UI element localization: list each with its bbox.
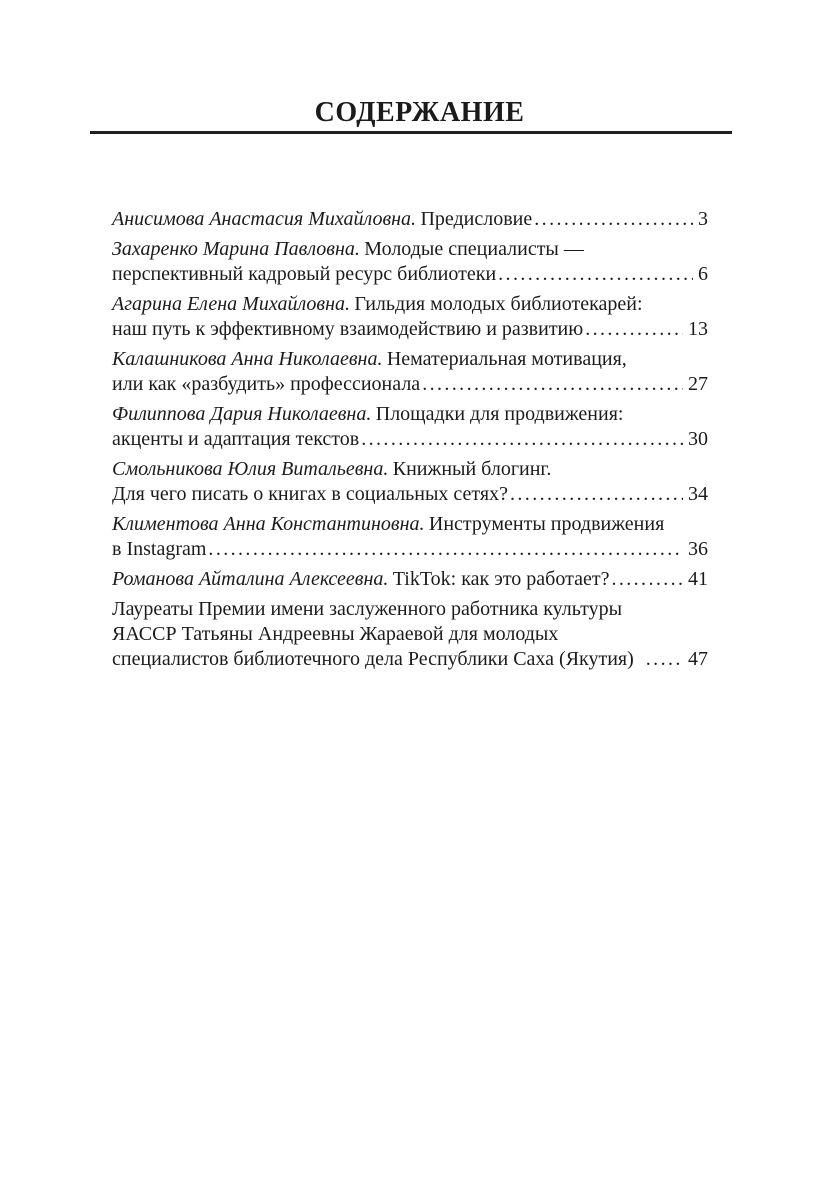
toc-entry (112, 237, 708, 287)
toc-entry (112, 347, 708, 397)
toc-entry (112, 597, 708, 672)
toc-entry-title: ЯАССР Татьяны Андреевны Жараевой для молодых (112, 623, 559, 645)
toc-entry-page-number: 41 (688, 568, 708, 590)
toc-entry-title: Гильдия молодых библиотекарей: (354, 293, 643, 315)
toc-entry (112, 567, 708, 592)
toc-entry (112, 207, 708, 232)
toc-entry-line (112, 207, 708, 232)
toc-entry-author: Смольникова Юлия Витальевна. (112, 458, 389, 480)
dot-leader (422, 372, 683, 397)
toc-entry-line (112, 237, 708, 262)
toc-entry-page-number: 47 (688, 648, 708, 670)
toc-entry-page-number: 30 (688, 428, 708, 450)
toc-entry-author: Анисимова Анастасия Михайловна. (112, 208, 417, 230)
toc-entry-line (112, 262, 708, 287)
toc-entry-line (112, 317, 708, 342)
toc-entry-line (112, 347, 708, 372)
dot-leader (361, 427, 683, 452)
toc-entry (112, 512, 708, 562)
toc-entry-line (112, 597, 708, 622)
toc-entry-title: или как «разбудить» профессионала (112, 373, 421, 395)
toc-entry-title: Нематериальная мотивация, (386, 348, 627, 370)
toc-entry (112, 402, 708, 452)
toc-entry-line (112, 622, 708, 647)
toc-entry-title: в Instagram (112, 538, 207, 560)
toc-entry-page-number: 36 (688, 538, 708, 560)
toc-entry-title: наш путь к эффективному взаимодействию и развитию (112, 318, 584, 340)
toc-entry-title: TikTok: как это работает? (392, 568, 610, 590)
dot-leader (646, 647, 683, 672)
toc-entry-line (112, 537, 708, 562)
toc-entry-title: Книжный блогинг. (392, 458, 552, 480)
dot-leader (208, 537, 683, 562)
dot-leader (534, 207, 693, 232)
toc-entry-line (112, 402, 708, 427)
toc-entry-title: Предисловие (420, 208, 533, 230)
toc-entry-author: Климентова Анна Константиновна. (112, 513, 425, 535)
table-of-contents (112, 207, 708, 677)
toc-entry-title: Площадки для продвижения: (375, 403, 624, 425)
toc-entry-line (112, 512, 708, 537)
toc-entry-title: специалистов библиотечного дела Республики Саха (Якутия) (112, 648, 644, 670)
toc-entry-page-number: 27 (688, 373, 708, 395)
title-rule (90, 131, 732, 134)
toc-entry (112, 292, 708, 342)
toc-entry-line (112, 427, 708, 452)
toc-entry-author: Романова Айталина Алексеевна. (112, 568, 389, 590)
toc-entry-page-number: 6 (698, 263, 708, 285)
toc-entry-author: Агарина Елена Михайловна. (112, 293, 351, 315)
toc-entry-title: Молодые специалисты — (364, 238, 584, 260)
toc-entry-author: Калашникова Анна Николаевна. (112, 348, 383, 370)
dot-leader (498, 262, 693, 287)
toc-entry-title: акценты и адаптация текстов (112, 428, 360, 450)
toc-entry-author: Захаренко Марина Павловна. (112, 238, 360, 260)
toc-entry-line (112, 567, 708, 592)
toc-entry-line (112, 482, 708, 507)
dot-leader (585, 317, 683, 342)
toc-entry-title: Инструменты продвижения (428, 513, 665, 535)
toc-entry-title: Лауреаты Премии имени заслуженного работника культуры (112, 598, 623, 620)
toc-entry-line (112, 457, 708, 482)
toc-entry-page-number: 13 (688, 318, 708, 340)
toc-entry-title: перспективный кадровый ресурс библиотеки (112, 263, 497, 285)
toc-entry-title: Для чего писать о книгах в социальных сетях? (112, 483, 508, 505)
dot-leader (611, 567, 683, 592)
toc-entry-page-number: 34 (688, 483, 708, 505)
toc-entry-line (112, 647, 708, 672)
toc-entry-author: Филиппова Дария Николаевна. (112, 403, 372, 425)
toc-entry-line (112, 292, 708, 317)
toc-entry-page-number: 3 (698, 208, 708, 230)
toc-entry-line (112, 372, 708, 397)
toc-entry (112, 457, 708, 507)
page-title: СОДЕРЖАНИЕ (314, 97, 525, 128)
dot-leader (510, 482, 683, 507)
